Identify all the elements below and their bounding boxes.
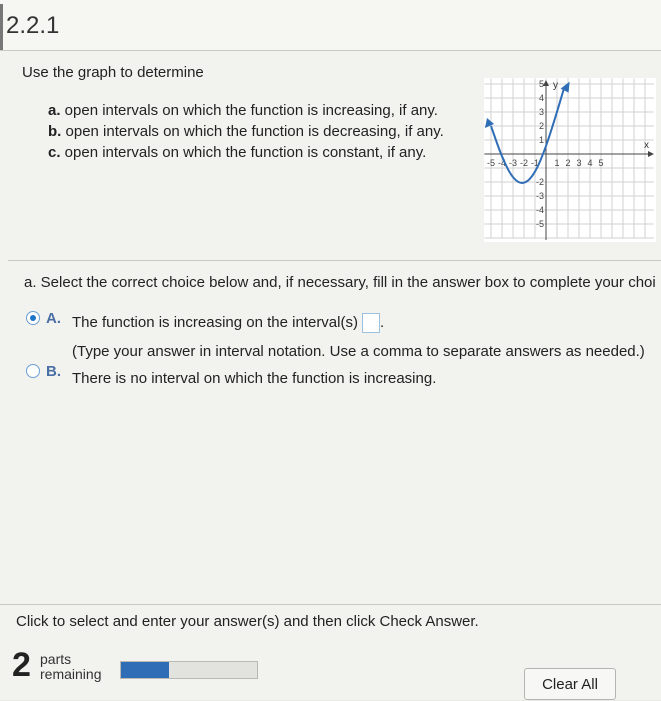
question-items xyxy=(48,100,444,163)
choice-b-letter[interactable]: B. xyxy=(46,363,61,380)
part-a-prompt: a. Select the correct choice below and, if necessary, fill in the answer box to complete your choi xyxy=(24,274,656,291)
choice-a-text: The function is increasing on the interval(s) xyxy=(72,313,358,331)
x-tick-label: -1 xyxy=(530,158,540,168)
question-item-a: a. open intervals on which the function is increasing, if any. xyxy=(48,102,438,119)
x-tick-label: -3 xyxy=(508,158,518,168)
parts-remaining-count: 2 xyxy=(12,646,31,684)
x-tick-label: 2 xyxy=(565,158,571,168)
y-tick-label: 3 xyxy=(538,107,544,117)
choice-b-text[interactable]: There is no interval on which the function is increasing. xyxy=(72,370,437,387)
footer-instruction: Click to select and enter your answer(s) and then click Check Answer. xyxy=(16,613,479,630)
clear-all-button[interactable]: Clear All xyxy=(524,668,616,700)
choice-b-radio[interactable] xyxy=(26,364,40,378)
choice-a-radio[interactable] xyxy=(26,311,40,325)
parts-progress-bar xyxy=(120,661,258,679)
interval-answer-box[interactable] xyxy=(362,313,380,333)
y-axis-label: y xyxy=(553,80,558,91)
choice-a-hint: (Type your answer in interval notation. Use a comma to separate answers as needed.) xyxy=(72,343,645,360)
section-number: 2.2.1 xyxy=(6,12,60,39)
y-tick-label: -3 xyxy=(535,191,544,201)
function-graph[interactable] xyxy=(484,78,656,242)
y-tick-label: -5 xyxy=(535,219,544,229)
x-tick-label: -2 xyxy=(519,158,529,168)
x-axis-label: x xyxy=(644,140,649,151)
x-tick-label: 4 xyxy=(587,158,593,168)
x-tick-label: -5 xyxy=(486,158,496,168)
header xyxy=(0,0,661,51)
divider xyxy=(8,260,661,261)
x-tick-label: -4 xyxy=(497,158,507,168)
y-tick-label: 4 xyxy=(538,93,544,103)
header-accent xyxy=(0,4,3,50)
y-tick-label: 1 xyxy=(538,135,544,145)
x-tick-label: 5 xyxy=(598,158,604,168)
parts-progress-fill xyxy=(121,662,169,678)
y-tick-label: 2 xyxy=(538,121,544,131)
y-tick-label: -2 xyxy=(535,177,544,187)
x-tick-label: 1 xyxy=(554,158,560,168)
choice-a[interactable]: The function is increasing on the interval(s) . xyxy=(72,313,384,333)
parts-remaining-label: parts remaining xyxy=(40,651,102,682)
footer-divider xyxy=(0,604,661,605)
y-tick-label: 5 xyxy=(538,79,544,89)
question-item-c: c. open intervals on which the function is constant, if any. xyxy=(48,144,427,161)
question-instruction: Use the graph to determine xyxy=(22,64,204,81)
choice-a-letter[interactable]: A. xyxy=(46,310,61,327)
x-tick-label: 3 xyxy=(576,158,582,168)
y-tick-label: -4 xyxy=(535,205,544,215)
question-item-b: b. open intervals on which the function is decreasing, if any. xyxy=(48,123,444,140)
